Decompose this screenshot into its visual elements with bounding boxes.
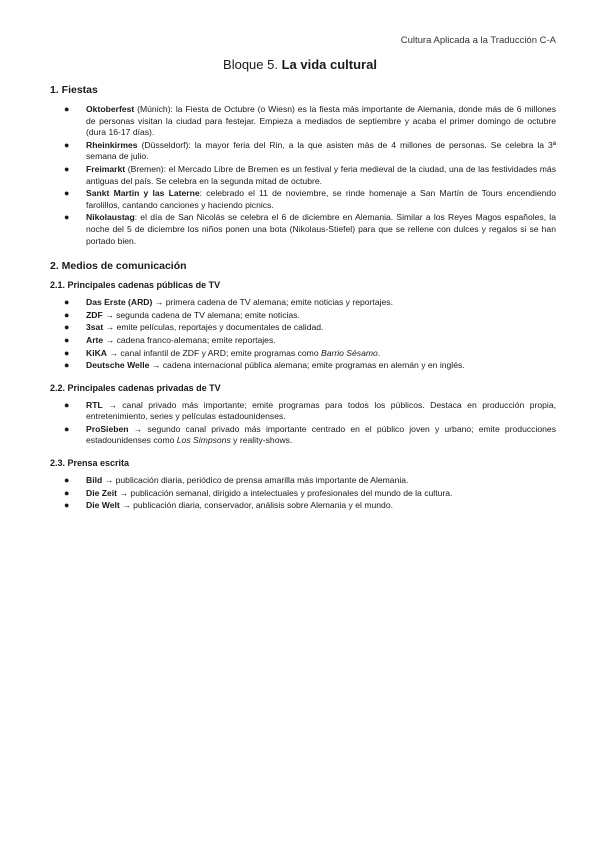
- item-term: Freimarkt: [86, 163, 126, 174]
- title-main: La vida cultural: [281, 57, 377, 72]
- list-item: [50, 488, 556, 500]
- item-term: Die Welt: [86, 500, 120, 511]
- list-item: [50, 475, 556, 487]
- item-term: Oktoberfest: [86, 104, 135, 114]
- item-term: Das Erste (ARD): [86, 297, 153, 308]
- subsection-heading-privadas: 2.2. Principales cadenas privadas de TV: [50, 382, 221, 393]
- item-text: → emite películas, reportajes y documentales de calidad.: [103, 322, 324, 333]
- bullet-icon: ●: [64, 334, 70, 345]
- bullet-icon: ●: [64, 347, 70, 358]
- cadenas-publicas-list: [50, 297, 556, 372]
- bullet-icon: ●: [64, 475, 70, 486]
- list-item: [50, 212, 556, 247]
- item-term: Deutsche Welle: [86, 360, 150, 371]
- bullet-icon: ●: [64, 399, 70, 410]
- item-term: Bild: [86, 475, 103, 486]
- list-item: [50, 104, 556, 139]
- list-item: [50, 360, 556, 372]
- item-text: (Múnich): la Fiesta de Octubre (o Wiesn) es la fiesta más importante de Alemania, donde más de 6 millones de personas visitan la ciudad para festejar. Empieza a mediados de septiembre y acaba el primer domingo de octubre (dura 16-17 días).: [86, 104, 556, 138]
- item-text: → segunda cadena de TV alemana; emite noticias.: [102, 309, 300, 320]
- item-text: → publicación diaria, conservador, análisis sobre Alemania y el mundo.: [119, 500, 393, 511]
- bullet-icon: ●: [64, 212, 70, 223]
- list-item: [50, 400, 556, 423]
- list-item: [50, 500, 556, 512]
- bullet-icon: ●: [64, 104, 70, 114]
- item-term: Die Zeit: [86, 487, 118, 498]
- bullet-icon: ●: [64, 500, 70, 511]
- list-item: [50, 140, 556, 163]
- bullet-icon: ●: [64, 297, 70, 308]
- bullet-icon: ●: [64, 163, 70, 174]
- item-text: → publicación semanal, dirigido a intelectuales y profesionales del mundo de la cultura.: [117, 487, 453, 498]
- item-text-after: .: [377, 347, 381, 358]
- document-body: [50, 84, 556, 513]
- item-text: → cadena franco-alemana; emite reportajes.: [103, 334, 276, 345]
- item-term: RTL: [86, 399, 103, 410]
- list-item: [50, 310, 556, 322]
- section-heading-medios: 2. Medios de comunicación: [50, 260, 187, 273]
- item-text: → publicación diaria, periódico de prensa amarilla más importante de Alemania.: [102, 475, 409, 486]
- item-text-after: y reality-shows.: [230, 435, 293, 446]
- bullet-icon: ●: [64, 309, 70, 320]
- item-term: KiKA: [86, 347, 108, 358]
- list-item: [50, 424, 556, 447]
- item-term: ZDF: [86, 309, 103, 320]
- list-item: [50, 297, 556, 309]
- bullet-icon: ●: [64, 322, 70, 333]
- item-text: → primera cadena de TV alemana; emite noticias y reportajes.: [152, 297, 393, 308]
- item-text: → cadena internacional pública alemana; emite programas en alemán y en inglés.: [149, 360, 465, 371]
- title-prefix: Bloque 5.: [223, 57, 278, 72]
- list-item: [50, 188, 556, 211]
- item-term: Sankt Martin y las Laterne: [86, 188, 200, 199]
- item-text: → canal infantil de ZDF y ARD; emite programas como: [107, 347, 321, 358]
- list-item: [50, 164, 556, 187]
- bullet-icon: ●: [64, 487, 70, 498]
- item-term: 3sat: [86, 322, 104, 333]
- prensa-list: [50, 475, 556, 512]
- item-term: Nikolaustag: [86, 212, 135, 223]
- item-text: (Düsseldorf): la mayor feria del Rin, a la que asisten más de 4 millones de personas. Se celebra la 3ª semana de julio.: [86, 139, 556, 162]
- item-text: (Bremen): el Mercado Libre de Bremen es un festival y feria medieval de la ciudad, una de las festividades más antiguas del país. Se celebra en la segunda mitad de octubre.: [86, 163, 556, 186]
- list-item: [50, 322, 556, 334]
- item-title-italic: Barrio Sésamo: [320, 347, 378, 358]
- bullet-icon: ●: [64, 139, 70, 150]
- item-text: → canal privado más importante; emite programas para todos los públicos. Destaca en producción propia, entretenimiento, series y películas estadounidenses.: [86, 399, 556, 422]
- item-title-italic: Los Simpsons: [176, 435, 231, 446]
- bullet-icon: ●: [64, 188, 70, 199]
- cadenas-privadas-list: [50, 400, 556, 447]
- list-item: [50, 335, 556, 347]
- list-item: [50, 348, 556, 360]
- item-term: Arte: [86, 334, 104, 345]
- running-header: Cultura Aplicada a la Traducción C-A: [400, 35, 556, 46]
- item-text: → segundo canal privado más importante centrado en el público joven y urbano; emite producciones estadounidenses como: [86, 423, 556, 446]
- subsection-heading-publicas: 2.1. Principales cadenas públicas de TV: [50, 280, 221, 291]
- item-text: : el día de San Nicolás se celebra el 6 de diciembre en Alemania. Similar a los Reyes Magos españoles, la noche del 5 de diciembre los niños ponen una bota (Nikolaus-Stiefel) para que se rellene con dulces y regalos si se han portado bien.: [86, 212, 556, 246]
- item-term: Rheinkirmes: [86, 139, 138, 150]
- section-heading-fiestas: 1. Fiestas: [50, 84, 98, 96]
- bullet-icon: ●: [64, 423, 70, 434]
- bullet-icon: ●: [64, 360, 70, 371]
- item-text: : celebrado el 11 de noviembre, se rinde homenaje a San Martín de Tours encendiendo farolillos, cantando canciones y haciendo picnics.: [86, 188, 556, 210]
- page-title: [0, 57, 600, 72]
- subsection-heading-prensa: 2.3. Prensa escrita: [50, 458, 130, 469]
- fiestas-list: [50, 104, 556, 247]
- item-term: ProSieben: [86, 423, 129, 434]
